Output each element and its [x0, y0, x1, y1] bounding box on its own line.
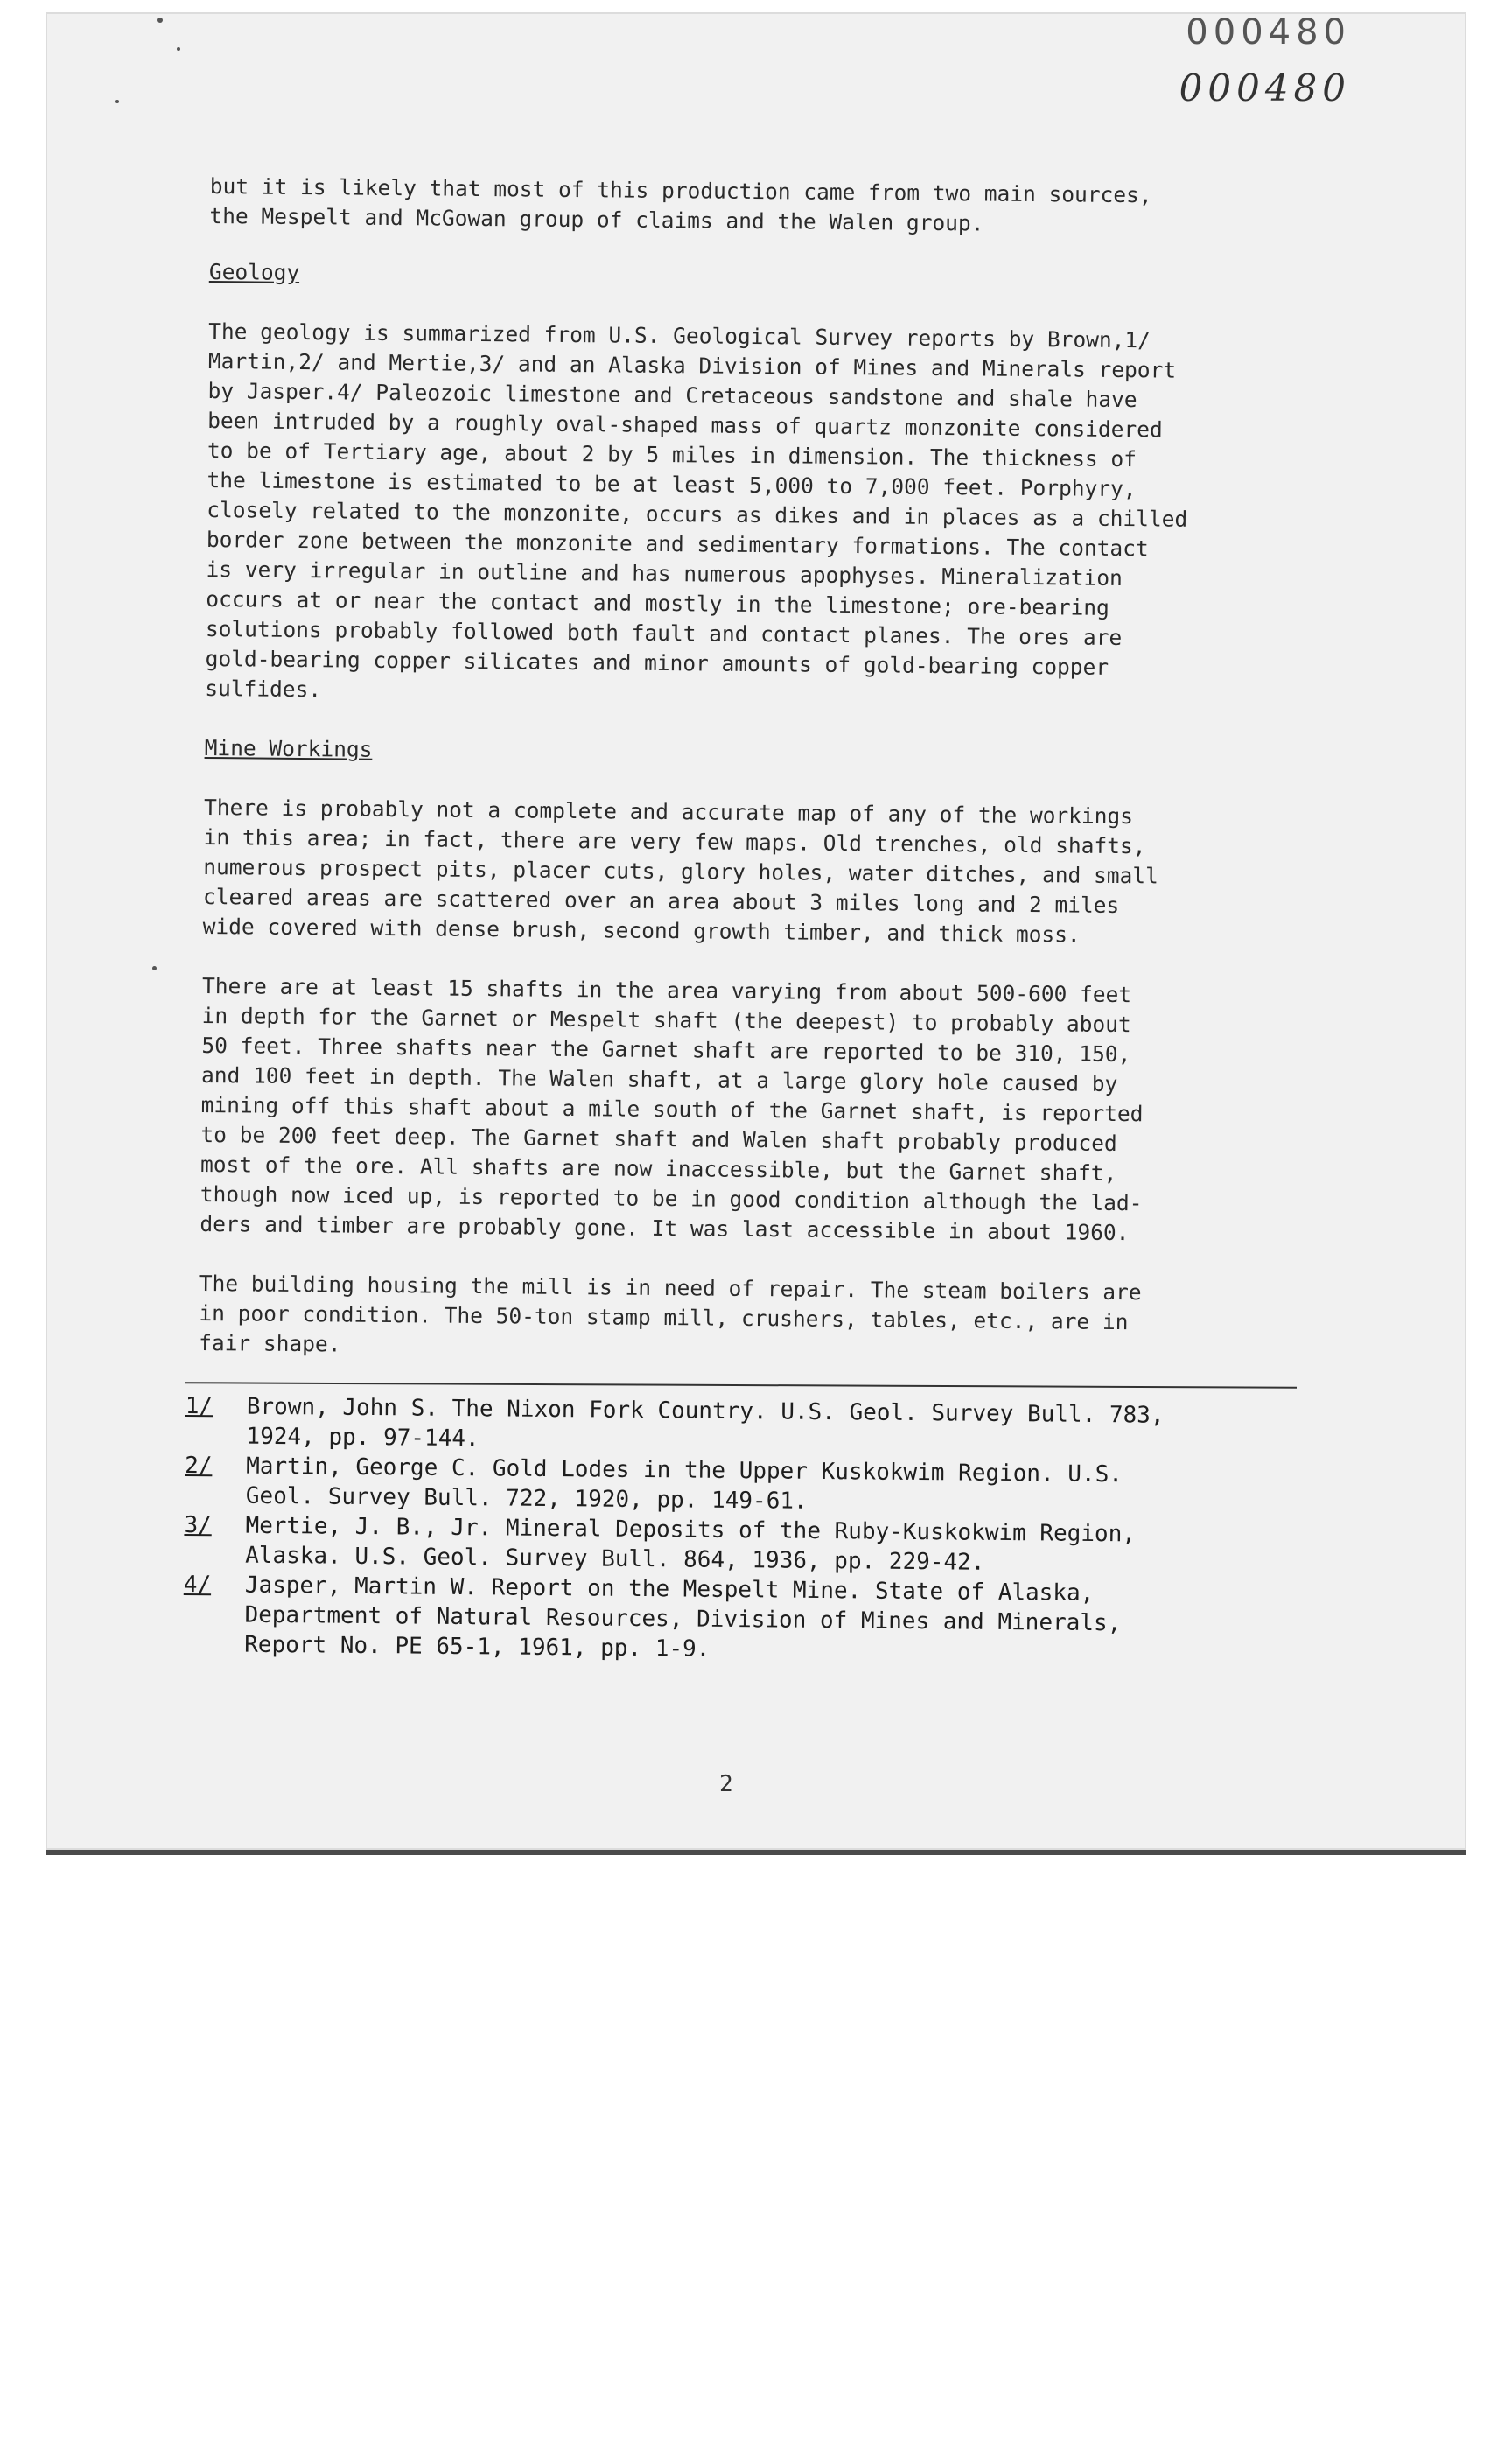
scan-speck	[116, 100, 119, 103]
footnote-text: Mertie, J. B., Jr. Mineral Deposits of the Ruby-Kuskokwim Region, Alaska. U.S. Geol. Survey Bull. 864, 1936, pp. 229-42.	[245, 1512, 1137, 1576]
document-number-stamp: 000480	[1186, 12, 1351, 52]
page-number: 2	[719, 1771, 733, 1797]
scan-speck	[152, 966, 157, 970]
footnote-text: Martin, George C. Gold Lodes in the Upper Kuskokwim Region. U.S. Geol. Survey Bull. 722, 1920, pp. 149-61.	[245, 1452, 1124, 1515]
footnote-number: 4/	[183, 1571, 212, 1599]
mine-workings-paragraph-2: There are at least 15 shafts in the area varying from about 500-600 feet in depth for the Garnet or Mespelt shaft (the deepest) to probably about 50 feet. Three shafts near the Garnet shaft are reported to be 310, 150, and 100 feet in depth. The Walen shaft, at a large glory hole caused by mining off this shaft about a mile south of the Garnet shaft, is reported to be 200 feet deep. The Garnet shaft and Walen shaft probably produced most of the ore. All shafts are now inaccessible, but the Garnet shaft, though now iced up, is reported to be in good condition although the lad- ders and timber are probably gone. It was last accessible in about 1960.	[200, 972, 1144, 1246]
footnote-item	[184, 1510, 1322, 1580]
mine-workings-paragraph-1: There is probably not a complete and accurate map of any of the workings in this area; in fact, there are very few maps. Old trenches, old shafts, numerous prospect pits, placer cuts, glory holes, water ditches, and small cleared areas are scattered over an area about 3 miles long and 2 miles wide covered with dense brush, second growth timber, and thick moss.	[202, 794, 1158, 948]
footnote-text: Brown, John S. The Nixon Fork Country. U.S. Geol. Survey Bull. 783, 1924, pp. 97-144.	[246, 1393, 1165, 1452]
scan-speck	[158, 18, 163, 23]
footnote-item	[183, 1570, 1321, 1670]
geology-heading: Geology	[208, 258, 300, 285]
mine-workings-heading: Mine Workings	[204, 734, 373, 762]
body-text	[199, 172, 1339, 1368]
footnote-number: 2/	[185, 1452, 213, 1480]
scan-speck	[177, 47, 180, 51]
geology-paragraph: The geology is summarized from U.S. Geological Survey reports by Brown,1/ Martin,2/ and Mertie,3/ and an Alaska Division of Mines and Minerals report by Jasper.4/ Paleozoic limestone and Cretaceous sandstone and shale have been intruded by a roughly oval-shaped mass of quartz monzonite considered to be of Tertiary age, about 2 by 5 miles in dimension. The thickness of the limestone is estimated to be at least 5,000 to 7,000 feet. Porphyry, closely related to the monzonite, occurs as dikes and in places as a chilled border zone between the monzonite and sedimentary formations. The contact is very irregular in outline and has numerous apophyses. Mineralization occurs at or near the contact and mostly in the limestone; ore-bearing solutions probably followed both fault and contact planes. The ores are gold-bearing copper silicates and minor amounts of gold-bearing copper sulfides.	[205, 318, 1188, 703]
mine-workings-paragraph-3: The building housing the mill is in need of repair. The steam boilers are in poor condition. The 50-ton stamp mill, crushers, tables, etc., are in fair shape.	[199, 1270, 1142, 1357]
footnote-number: 3/	[184, 1511, 212, 1539]
footnote-item	[185, 1391, 1323, 1461]
footnote-number: 1/	[185, 1392, 214, 1420]
footnote-item	[185, 1451, 1323, 1521]
handwritten-document-number: 000480	[1179, 66, 1351, 109]
footnotes	[183, 1391, 1323, 1670]
footnote-text: Jasper, Martin W. Report on the Mespelt Mine. State of Alaska, Department of Natural Resources, Division of Mines and Minerals, Report No. PE 65-1, 1961, pp. 1-9.	[244, 1572, 1122, 1662]
intro-paragraph: but it is likely that most of this production came from two main sources, the Mespelt and McGowan group of claims and the Walen group.	[209, 172, 1152, 236]
